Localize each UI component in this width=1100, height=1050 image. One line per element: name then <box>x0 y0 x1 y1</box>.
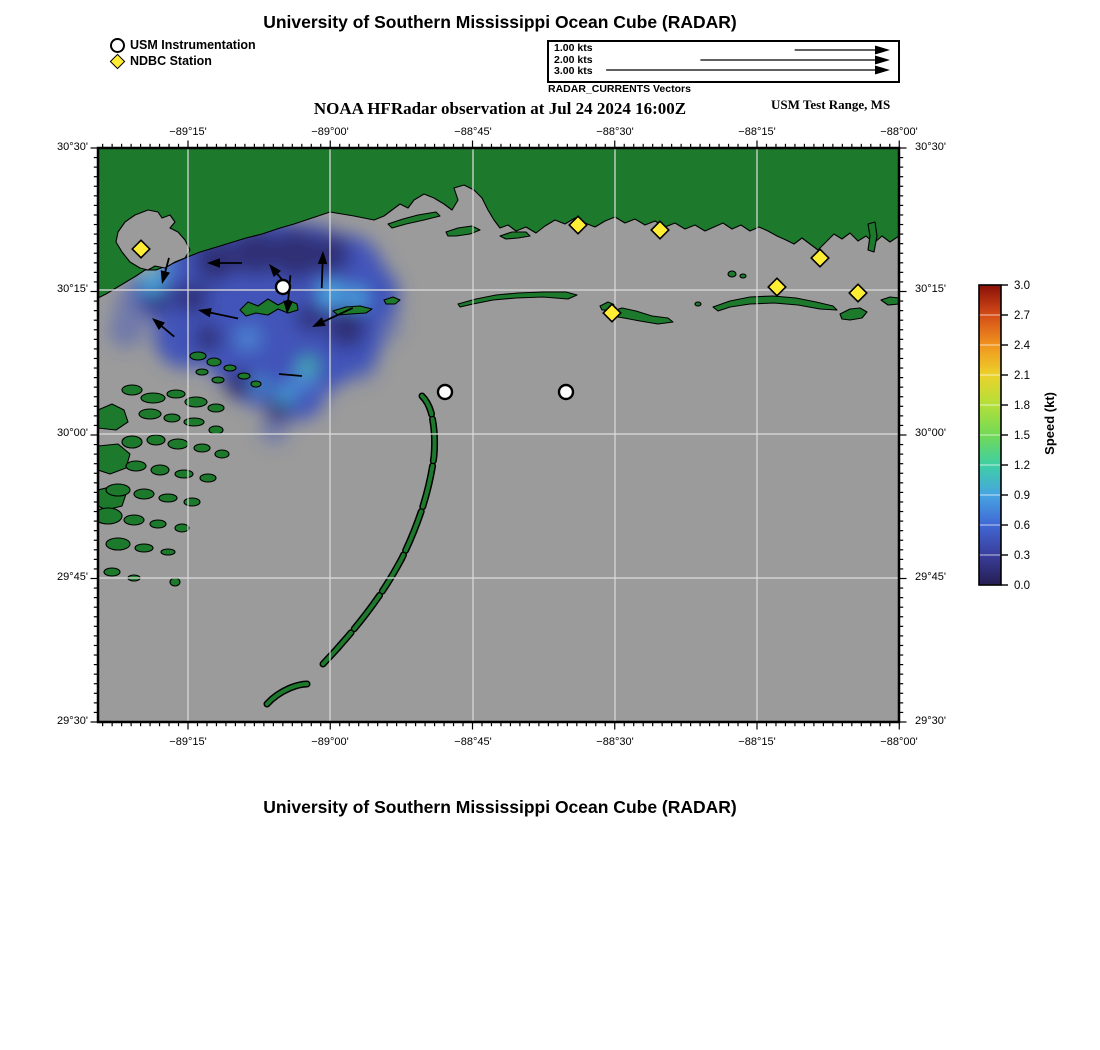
colorbar-tick-label-1: 0.3 <box>1014 550 1030 562</box>
map-subtitle: NOAA HFRadar observation at Jul 24 2024 16:00Z <box>313 99 687 118</box>
legend-usm-label: USM Instrumentation <box>130 38 256 52</box>
lat-label-left-4: 29°30' <box>57 715 88 727</box>
lon-label-bottom-2: −88°45' <box>454 736 492 748</box>
lon-label-bottom-5: −88°00' <box>880 736 918 748</box>
colorbar-tick-label-10: 3.0 <box>1014 280 1030 292</box>
lon-label-top-4: −88°15' <box>738 126 776 138</box>
top-title: University of Southern Mississippi Ocean Cube (RADAR) <box>263 12 737 32</box>
lon-label-top-1: −89°00' <box>311 126 349 138</box>
colorbar-tick-label-9: 2.7 <box>1014 310 1030 322</box>
colorbar <box>968 273 1098 603</box>
scale-row-label-0: 1.00 kts <box>554 42 593 54</box>
bottom-title: University of Southern Mississippi Ocean Cube (RADAR) <box>263 797 737 817</box>
lat-label-right-3: 29°45' <box>915 571 946 583</box>
legend-ndbc-row <box>110 53 256 69</box>
scale-arrow-head-1 <box>875 56 890 65</box>
ndbc-diamond-icon <box>110 53 126 69</box>
colorbar-tick-label-7: 2.1 <box>1014 370 1030 382</box>
colorbar-tick-label-2: 0.6 <box>1014 520 1030 532</box>
usm-instrument-marker-0 <box>276 280 290 294</box>
lat-label-right-2: 30°00' <box>915 427 946 439</box>
lat-label-left-2: 30°00' <box>57 427 88 439</box>
lon-label-bottom-0: −89°15' <box>169 736 207 748</box>
lon-label-top-3: −88°30' <box>596 126 634 138</box>
lon-label-top-2: −88°45' <box>454 126 492 138</box>
lon-label-bottom-4: −88°15' <box>738 736 776 748</box>
lon-label-bottom-3: −88°30' <box>596 736 634 748</box>
colorbar-tick-label-3: 0.9 <box>1014 490 1030 502</box>
vector-scale-arrows <box>549 42 893 76</box>
lat-label-left-3: 29°45' <box>57 571 88 583</box>
colorbar-tick-label-6: 1.8 <box>1014 400 1030 412</box>
lat-label-left-0: 30°30' <box>57 141 88 153</box>
usm-circle-icon <box>110 38 125 53</box>
lat-label-right-1: 30°15' <box>915 283 946 295</box>
colorbar-tick-label-4: 1.2 <box>1014 460 1030 472</box>
colorbar-tick-label-8: 2.4 <box>1014 340 1030 352</box>
usm-instrument-marker-1 <box>438 385 452 399</box>
colorbar-axis-label: Speed (kt) <box>1042 392 1057 455</box>
scale-row-label-2: 3.00 kts <box>554 65 593 77</box>
scale-arrow-head-0 <box>875 46 890 55</box>
vector-scale-box <box>547 40 900 83</box>
map-legend <box>110 37 256 69</box>
lat-label-right-4: 29°30' <box>915 715 946 727</box>
lat-label-left-1: 30°15' <box>57 283 88 295</box>
lon-label-bottom-1: −89°00' <box>311 736 349 748</box>
scale-row-label-1: 2.00 kts <box>554 53 593 66</box>
colorbar-tick-label-5: 1.5 <box>1014 430 1030 442</box>
vector-scale-caption: RADAR_CURRENTS Vectors <box>548 83 691 95</box>
legend-usm-row <box>110 37 256 53</box>
legend-ndbc-label: NDBC Station <box>130 54 212 68</box>
usm-instrument-marker-2 <box>559 385 573 399</box>
colorbar-tick-label-0: 0.0 <box>1014 580 1030 592</box>
lat-label-right-0: 30°30' <box>915 141 946 153</box>
map-canvas <box>88 138 909 732</box>
scale-arrow-head-2 <box>875 66 890 75</box>
lon-label-top-0: −89°15' <box>169 126 207 138</box>
range-label: USM Test Range, MS <box>771 97 891 112</box>
lon-label-top-5: −88°00' <box>880 126 918 138</box>
